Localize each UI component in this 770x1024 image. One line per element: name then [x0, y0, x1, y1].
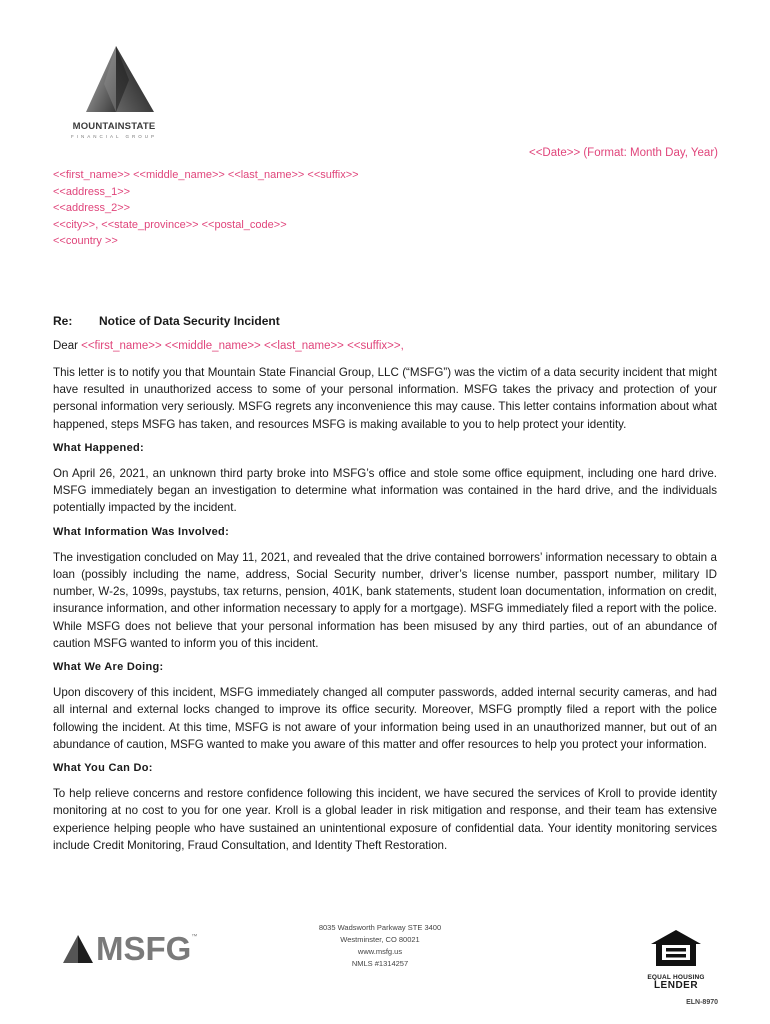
msfg-trademark: ™: [191, 934, 198, 940]
letter-body: [53, 364, 717, 861]
logo-subline: FINANCIAL GROUP: [70, 134, 158, 139]
msfg-mountain-icon: [62, 934, 94, 964]
mountain-state-logo: [64, 44, 168, 116]
can-do-heading: What You Can Do:: [53, 762, 153, 775]
salutation-name: <<first_name>> <<middle_name>> <<last_name>> <<suffix>>,: [81, 340, 404, 352]
intro-paragraph: This letter is to notify you that Mountain State Financial Group, LLC (“MSFG”) was the victim of a data security incident that might have resulted in unauthorized access to some of your personal information. MSFG takes the privacy and protection of your personal information very seriously. MSFG regrets any inconvenience this may cause. This letter contains information about what happened, steps MSFG has taken, and resources MSFG is making available to you to help protect your identity.: [53, 366, 717, 431]
footer-address-line: www.msfg.us: [357, 947, 403, 956]
can-do-paragraph: To help relieve concerns and restore confidence following this incident, we have secured the services of Kroll to provide identity monitoring at no cost to you for one year. Kroll is a global leader in risk mitigation and response, and their team has extensive experience helping people who have sustained an unintentional exposure of confidential data. Your identity monitoring services include Credit Monitoring, Fraud Consultation, and Identity Theft Restoration.: [53, 787, 717, 852]
mountain-logo-icon: [74, 44, 158, 116]
doing-paragraph: Upon discovery of this incident, MSFG immediately changed all computer passwords, added internal security cameras, and had all internal and external locks changed to improve its office security. Moreover, MSFG promptly filed a report with the police following the incident. At this time, MSFG is not aware of your information being used in an unauthorized manner, but out of an abundance of caution, MSFG wanted to make you aware of this matter and offer resources to help you protect your information.: [53, 686, 717, 751]
footer-address-line: 8035 Wadsworth Parkway STE 3400: [318, 923, 442, 932]
info-involved-heading: What Information Was Involved:: [53, 525, 230, 538]
what-happened-heading: What Happened:: [53, 441, 144, 454]
salutation: [53, 340, 404, 352]
salutation-prefix: Dear: [53, 340, 82, 352]
what-happened-paragraph: On April 26, 2021, an unknown third party broke into MSFG’s office and stole some office equipment, including one hard drive. MSFG immediately began an investigation to determine what information was contained in the hard drive, and the individuals potentially impacted by the incident.: [53, 467, 717, 515]
ehl-line-1: EQUAL HOUSING: [647, 974, 705, 981]
footer-address: [305, 922, 455, 970]
ehl-line-2: LENDER: [653, 980, 699, 991]
address-line: <<first_name>> <<middle_name>> <<last_name>> <<suffix>>: [53, 169, 359, 181]
subject-line: [53, 314, 280, 328]
doing-heading: What We Are Doing:: [53, 661, 164, 674]
recipient-address: [53, 167, 359, 250]
msfg-wordmark: MSFG: [96, 930, 192, 967]
date-placeholder: <<Date>> (Format: Month Day, Year): [529, 147, 718, 159]
equal-housing-icon: [649, 928, 703, 968]
logo-wordmark: MOUNTAINSTATE: [72, 121, 156, 132]
msfg-logo: [62, 930, 197, 968]
address-line: <<address_2>>: [53, 202, 131, 215]
address-line: <<country >>: [53, 235, 118, 248]
info-involved-paragraph: The investigation concluded on May 11, 2021, and revealed that the drive contained borrowers’ information necessary to obtain a loan (possibly including the name, address, Social Security number, driver’s license number, passport number, military ID number, W-2s, 1099s, paystubs, tax returns, pension, 401K, bank statements, student loan documentation, information on credit, insurance information, and other information necessary to apply for a mortgage). MSFG immediately filed a report with the police. While MSFG does not believe that your personal information has been misused by any third parties, out of an abundance of caution MSFG wanted to inform you of this incident.: [53, 550, 717, 650]
re-label: Re:: [53, 314, 73, 328]
re-subject: Notice of Data Security Incident: [99, 314, 280, 328]
address-line: <<city>>, <<state_province>> <<postal_code>>: [53, 218, 287, 231]
address-line: <<address_1>>: [53, 185, 131, 198]
equal-housing-lender-logo: [646, 928, 706, 991]
footer-address-line: NMLS #1314257: [351, 959, 409, 968]
document-code: ELN-8970: [686, 999, 718, 1006]
footer-address-line: Westminster, CO 80021: [340, 935, 420, 944]
